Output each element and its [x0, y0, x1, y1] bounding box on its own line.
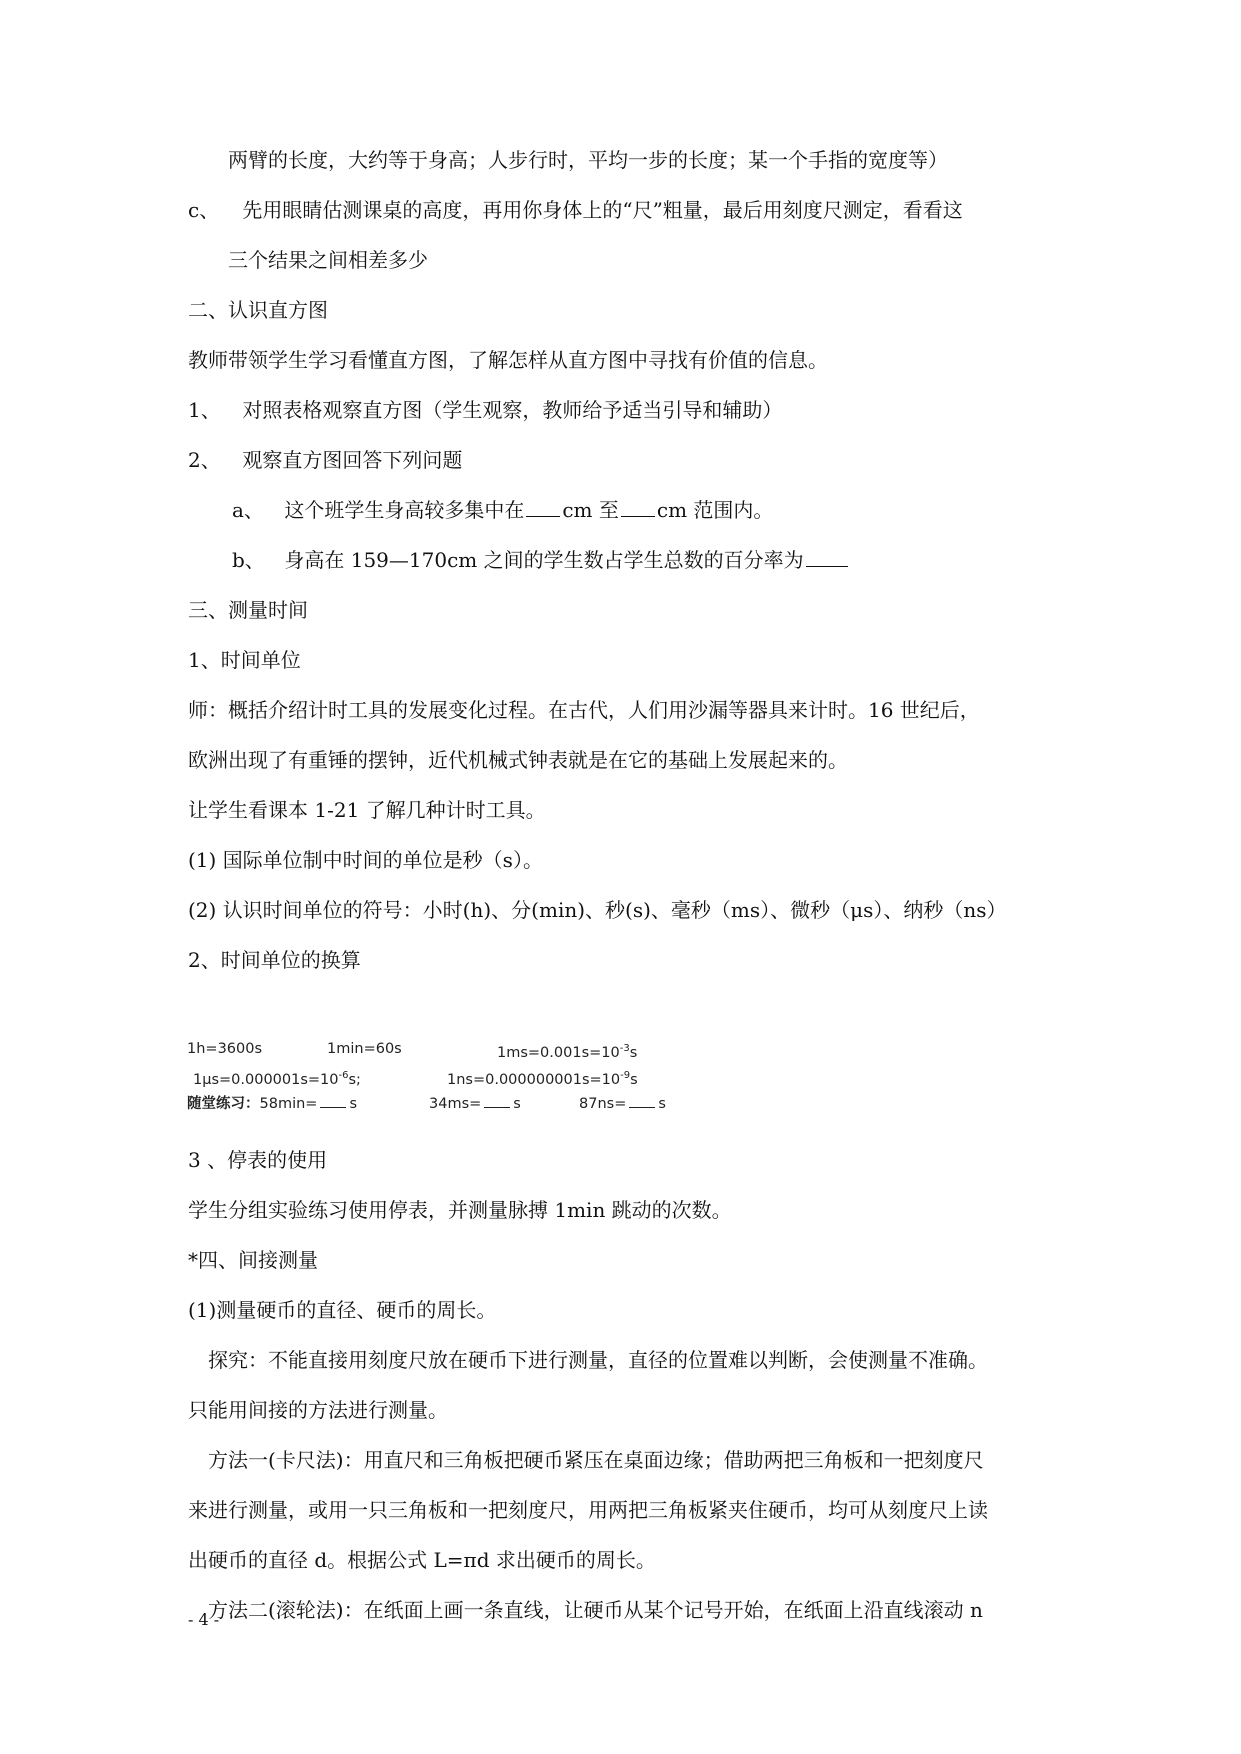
- list-item-2: [188, 447, 462, 473]
- list-item-1: [188, 397, 782, 423]
- answer-blank: [526, 498, 560, 517]
- conv-microsecond: $1\mu s=0.000001s=10^{-6}s$;: [193, 1070, 361, 1088]
- conv-minute: 1min=60s: [327, 1041, 402, 1057]
- page-number: - 4 -: [188, 1610, 220, 1629]
- answer-blank: [629, 1094, 655, 1108]
- text-line: 出硬币的直径 d。根据公式 L=πd 求出硬币的周长。: [188, 1548, 656, 1572]
- text-line: 欧洲出现了有重锤的摆钟，近代机械式钟表就是在它的基础上发展起来的。: [188, 748, 848, 772]
- section-heading: 三、测量时间: [188, 598, 308, 622]
- answer-blank: [621, 498, 655, 517]
- item-marker: a、: [232, 498, 264, 522]
- item-marker: 1、: [188, 398, 221, 422]
- section-heading: 二、认识直方图: [188, 298, 328, 322]
- list-item-c: [188, 197, 963, 223]
- text-line: (1)测量硬币的直径、硬币的周长。: [188, 1298, 497, 1322]
- text-line: 方法二(滚轮法)：在纸面上画一条直线，让硬币从某个记号开始，在纸面上沿直线滚动 n: [208, 1598, 983, 1622]
- item-marker: b、: [232, 548, 265, 572]
- subsection-heading: 3 、停表的使用: [188, 1148, 328, 1172]
- practice-label: 随堂练习：: [187, 1096, 260, 1112]
- text-line: 让学生看课本 1-21 了解几种计时工具。: [188, 798, 546, 822]
- unit-conversion-figure: [187, 1040, 707, 1120]
- text-line: (2) 认识时间单位的符号：小时(h)、分(min)、秒(s)、毫秒（ms）、微秒（μs）、纳秒（ns）: [188, 898, 1007, 922]
- item-text: 对照表格观察直方图（学生观察，教师给予适当引导和辅助）: [242, 398, 783, 422]
- practice-ns: 87ns= s: [579, 1096, 666, 1112]
- text-line: 只能用间接的方法进行测量。: [188, 1398, 448, 1422]
- question-b: b、 身高在 159—170cm 之间的学生数占学生总数的百分率为: [232, 547, 850, 573]
- text-line: 来进行测量，或用一只三角板和一把刻度尺，用两把三角板紧夹住硬币，均可从刻度尺上读: [188, 1498, 988, 1522]
- section-heading: *四、间接测量: [188, 1248, 318, 1272]
- answer-blank: [806, 548, 848, 567]
- item-marker: c、: [188, 198, 220, 222]
- question-a: a、 这个班学生身高较多集中在 cm 至 cm 范围内。: [232, 498, 774, 522]
- text-line: (1) 国际单位制中时间的单位是秒（s）。: [188, 848, 543, 872]
- practice-row: 随堂练习：58min= s: [187, 1096, 358, 1112]
- item-text: 观察直方图回答下列问题: [242, 448, 463, 472]
- conv-hour: 1h=3600s: [187, 1041, 263, 1057]
- text-line: 教师带领学生学习看懂直方图，了解怎样从直方图中寻找有价值的信息。: [188, 348, 828, 372]
- conv-nanosecond: $1ns=0.000000001s=10^{-9}s$: [447, 1070, 638, 1088]
- answer-blank: [484, 1094, 510, 1108]
- practice-ms: 34ms= s: [429, 1096, 521, 1112]
- subsection-heading: 1、时间单位: [188, 648, 301, 672]
- answer-blank: [320, 1094, 346, 1108]
- text-line: 方法一(卡尺法)：用直尺和三角板把硬币紧压在桌面边缘；借助两把三角板和一把刻度尺: [208, 1448, 984, 1472]
- item-marker: 2、: [188, 448, 221, 472]
- conv-millisecond: $1ms=0.001s=10^{-3}s$: [497, 1043, 638, 1061]
- text-line: 探究：不能直接用刻度尺放在硬币下进行测量，直径的位置难以判断，会使测量不准确。: [208, 1348, 988, 1372]
- subsection-heading: 2、时间单位的换算: [188, 948, 361, 972]
- item-text: 先用眼睛估测课桌的高度，再用你身体上的“尺”粗量，最后用刻度尺测定，看看这: [242, 198, 963, 222]
- text-line: 三个结果之间相差多少: [228, 248, 428, 272]
- text-line: 两臂的长度，大约等于身高；人步行时，平均一步的长度；某一个手指的宽度等）: [228, 148, 948, 172]
- text-line: 学生分组实验练习使用停表，并测量脉搏 1min 跳动的次数。: [188, 1198, 732, 1222]
- text-line: 师：概括介绍计时工具的发展变化过程。在古代，人们用沙漏等器具来计时。16 世纪后，: [188, 698, 980, 722]
